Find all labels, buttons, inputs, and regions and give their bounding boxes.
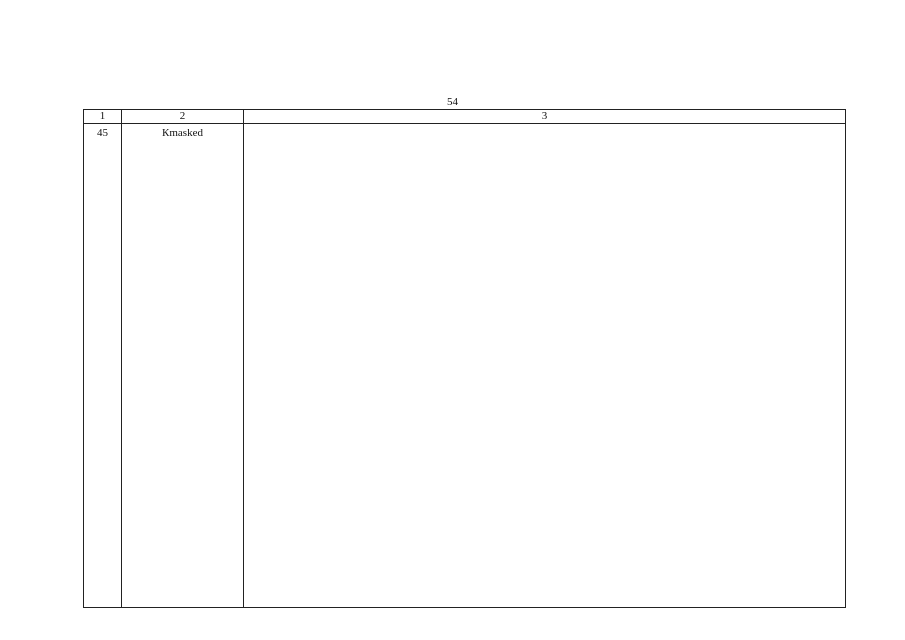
header-cell-2: 2 [122,110,244,124]
table-header-row [84,110,846,124]
document-table [83,109,846,608]
row-number: 45 [84,124,122,608]
header-cell-3: 3 [244,110,846,124]
description-text [244,124,846,608]
table-row [84,124,846,608]
settlement-name [122,124,244,608]
header-cell-1: 1 [84,110,122,124]
page-number: 54 [447,96,458,108]
settlement-name-line: Кmasked [162,127,203,139]
